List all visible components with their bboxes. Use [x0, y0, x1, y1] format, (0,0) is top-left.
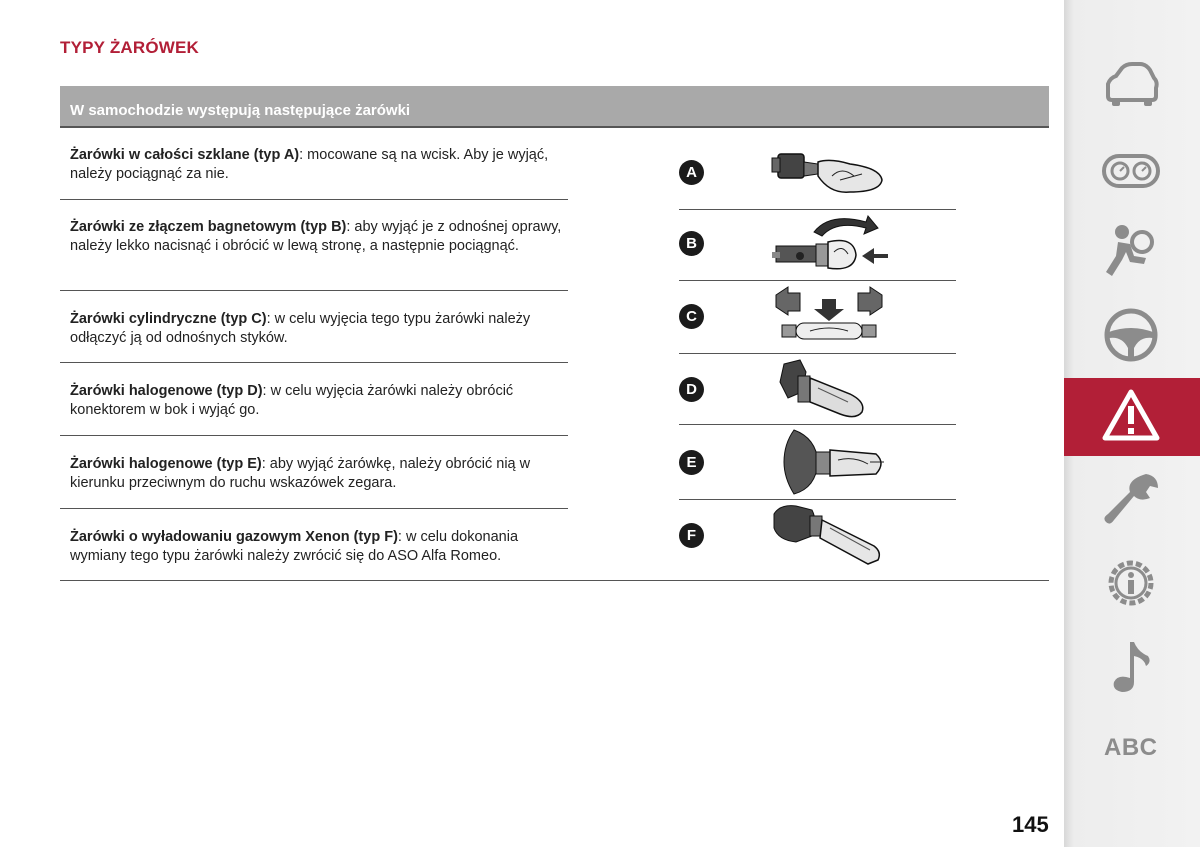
bulb-type-e-icon — [770, 428, 890, 496]
table-row — [60, 218, 568, 255]
badge-e: E — [679, 450, 704, 475]
row-title: Żarówki o wyładowaniu gazowym Xenon (typ F) — [70, 529, 398, 545]
row-divider — [60, 290, 568, 291]
row-divider — [60, 199, 568, 200]
image-divider — [679, 499, 956, 500]
warning-triangle-icon[interactable] — [1100, 386, 1162, 448]
steering-wheel-icon[interactable] — [1100, 304, 1162, 366]
bulb-type-d-icon — [770, 358, 890, 422]
row-title: Żarówki halogenowe (typ D) — [70, 383, 263, 399]
row-text: : aby wyjąć żarówkę, należy obrócić nią w kierunku przeciwnym do ruchu wskazówek zegara. — [70, 456, 531, 491]
page-title: TYPY ŻARÓWEK — [60, 38, 200, 57]
badge-a: A — [679, 160, 704, 185]
table-row — [60, 310, 568, 347]
image-divider — [679, 353, 956, 354]
row-text: : w celu wyjęcia żarówki należy obrócić konektorem w bok i wyjąć go. — [70, 383, 514, 418]
table-header: W samochodzie występują następujące żarówki — [60, 86, 1049, 128]
table-row — [60, 528, 568, 565]
bulb-type-b-icon — [770, 210, 890, 276]
image-divider — [679, 424, 956, 425]
row-divider — [60, 435, 568, 436]
table-bottom-border — [60, 580, 1049, 581]
row-text: : w celu wyjęcia tego typu żarówki należy odłączyć ją od odnośnych styków. — [70, 311, 531, 346]
image-divider — [679, 280, 956, 281]
airbag-icon[interactable] — [1100, 220, 1162, 282]
table-row — [60, 146, 568, 183]
badge-d: D — [679, 377, 704, 402]
row-title: Żarówki w całości szklane (typ A) — [70, 147, 300, 163]
car-icon[interactable] — [1100, 56, 1162, 118]
row-title: Żarówki halogenowe (typ E) — [70, 456, 262, 472]
table-row — [60, 455, 568, 492]
row-text: : mocowane są na wcisk. Aby je wyjąć, należy pociągnąć za nie. — [70, 147, 549, 182]
row-divider — [60, 362, 568, 363]
abc-index-label[interactable]: ABC — [1104, 734, 1158, 761]
row-title: Żarówki cylindryczne (typ C) — [70, 311, 267, 327]
bulb-type-a-icon — [770, 140, 890, 200]
badge-c: C — [679, 304, 704, 329]
bulb-type-c-icon — [770, 285, 890, 349]
dashboard-icon[interactable] — [1100, 140, 1162, 202]
bulb-type-f-icon — [770, 502, 890, 568]
page-number: 145 — [1012, 812, 1049, 837]
table-row — [60, 382, 568, 419]
row-text: : aby wyjąć je z odnośnej oprawy, należy lekko nacisnąć i obrócić w lewą stronę, a następnie pociągnąć. — [70, 219, 562, 254]
badge-f: F — [679, 523, 704, 548]
row-title: Żarówki ze złączem bagnetowym (typ B) — [70, 219, 347, 235]
row-divider — [60, 508, 568, 509]
chapter-sidebar — [1064, 0, 1200, 847]
badge-b: B — [679, 231, 704, 256]
row-text: : w celu dokonania wymiany tego typu żarówki należy zwrócić się do ASO Alfa Romeo. — [70, 529, 519, 564]
info-gear-icon[interactable] — [1100, 552, 1162, 614]
wrench-icon[interactable] — [1100, 470, 1162, 532]
music-note-icon[interactable] — [1100, 636, 1162, 698]
